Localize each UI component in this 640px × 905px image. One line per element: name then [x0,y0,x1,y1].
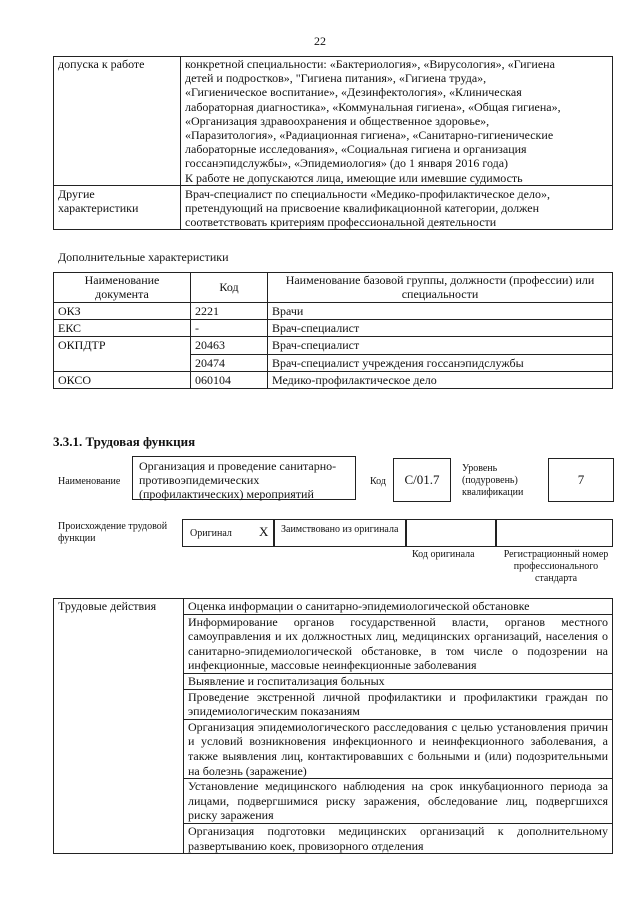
column-header: Наименование документа [54,273,191,303]
row-content [181,185,613,230]
reg-number-cell [496,519,613,547]
row-label: допуска к работе [54,57,181,186]
row-content [181,57,613,186]
table-cell: Врач-специалист учреждения госсанэпидслужбы [268,354,613,371]
table-cell: ОКПДТР [54,337,191,371]
table-cell: ОКЗ [54,303,191,320]
actions-table [53,598,613,854]
table-cell: Врач-специалист [268,337,613,354]
action-item: Организация эпидемиологического расследования с целью установления причин и условий возникновения инфекционного и неинфекционного заболевания, а также выявления лиц, контактировавших с больными и (или) подозрительными на болезнь (заражение) [184,719,613,778]
text-line: конкретной специальности: «Бактериология», «Вирусология», «Гигиена [185,57,555,71]
action-item: Выявление и госпитализация больных [184,673,613,689]
table-row [54,599,613,615]
table-cell: 20463 [191,337,268,354]
section-title: 3.3.1. Трудовая функция [53,434,196,449]
reg-number-label: Регистрационный номер профессионального стандарта [503,549,609,584]
table-row [54,337,613,354]
action-item: Оценка информации о санитарно-эпидемиологической обстановке [184,599,613,615]
table-row [54,303,613,320]
name-label: Наименование [58,476,121,487]
text-line: лабораторные исследования», «Социальная гигиена и организация [185,142,527,157]
extra-title: Дополнительные характеристики [58,250,229,264]
original-cell [182,519,274,547]
row-label: Другие характеристики [54,185,181,230]
text-line: «Паразитология», «Радиационная гигиена», «Санитарно-гигиенические [185,128,554,143]
table-cell: 20474 [191,354,268,371]
table-row [54,320,613,337]
text-line: соответствовать критериям профессиональной деятельности [185,215,497,230]
borrowed-label: Заимствовано из оригинала [281,524,399,535]
table-row [54,57,613,186]
table-cell: 060104 [191,371,268,388]
table-cell: ЕКС [54,320,191,337]
extra-table [53,272,613,389]
text-line: «Организация здравоохранения и общественное здоровье», [185,113,490,128]
origin-code-label: Код оригинала [412,549,475,560]
column-header: Наименование базовой группы, должности (профессии) или специальности [268,273,613,303]
table-cell: - [191,320,268,337]
function-name-box [132,456,356,500]
borrowed-cell [274,519,406,547]
text-line: Врач-специалист по специальности «Медико-профилактическое дело», [185,186,550,201]
original-label: Оригинал [190,528,232,539]
level-label: Уровень (подуровень) квалификации [462,463,524,498]
text-line: претендующий на присвоение квалификационной категории, должен [185,201,540,216]
table-cell: ОКСО [54,371,191,388]
text-line: детей и подростков», "Гигиена питания», «Гигиена труда», [185,71,487,86]
text-line: лабораторная диагностика», «Коммунальная гигиена», «Общая гигиена», [185,99,561,114]
table-cell: Врач-специалист [268,320,613,337]
table-row [54,371,613,388]
actions-label: Трудовые действия [54,599,184,854]
action-item: Информирование органов государственной власти, органов местного самоуправления и их должностных лиц, медицинских организаций, населения о санитарно-эпидемиологической обстановке, в том числе о подозрении на инфекционные, массовые неинфекционные заболевания [184,614,613,673]
table-cell: Врачи [268,303,613,320]
table-cell: 2221 [191,303,268,320]
action-item: Организация подготовки медицинских организаций к дополнительному развертыванию коек, провизорного отделения [184,823,613,853]
requirements-table [53,56,613,230]
action-item: Проведение экстренной личной профилактики и профилактики граждан по эпидемиологическим показаниям [184,689,613,719]
function-name: Организация и проведение санитарно-противоэпидемических (профилактических) мероприятий [139,459,337,501]
code-label: Код [370,476,386,487]
table-header-row [54,273,613,303]
table-row [54,185,613,230]
origin-code-cell [406,519,496,547]
origin-label: Происхождение трудовой функции [58,521,168,544]
text-line: госсанэпидслужбы», «Эпидемиология» (до 1 января 2016 года) [185,156,509,171]
level-value: 7 [548,458,614,502]
function-code: С/01.7 [393,458,451,502]
table-cell: Медико-профилактическое дело [268,371,613,388]
text-line: «Гигиеническое воспитание», «Дезинфектология», «Клиническая [185,85,522,100]
page-number: 22 [314,34,326,48]
column-header: Код [191,273,268,303]
original-mark: Х [259,524,269,539]
text-line: К работе не допускаются лица, имеющие или имевшие судимость [185,170,523,185]
action-item: Установление медицинского наблюдения на срок инкубационного периода за лицами, подвергшимися риску заражения, обследование лиц, подвергшихся риску заражения [184,779,613,824]
